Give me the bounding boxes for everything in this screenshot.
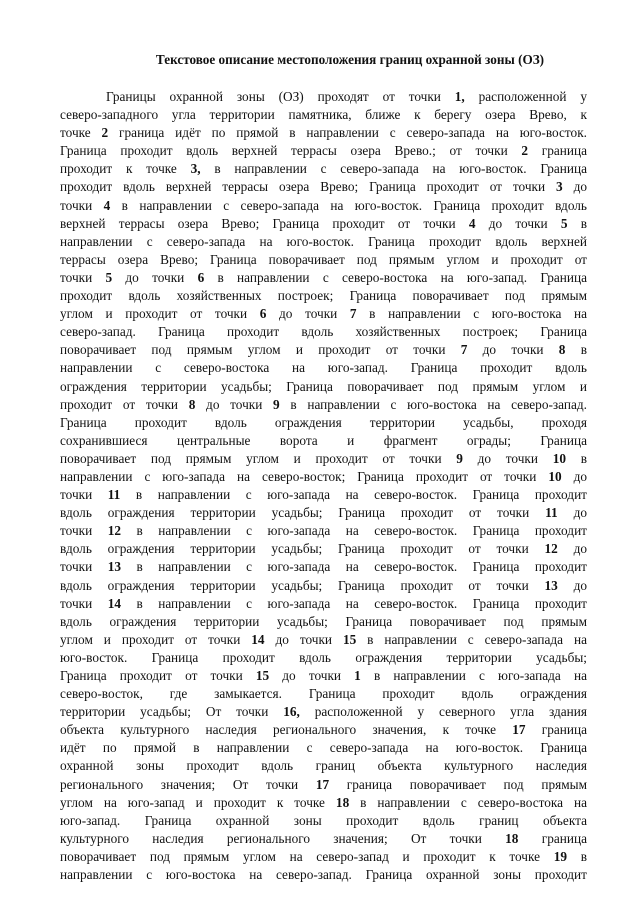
text-line: проходит к точке 3, в направлении с северо-запада на юго-восток. Граница [60,161,587,177]
point-number: 6 [259,306,267,322]
point-number: 3 [556,179,563,195]
text-line: культурного наследия регионального значения; От точки 18 граница [60,830,587,846]
point-number: 4 [103,197,111,213]
point-number: 1 [354,668,361,683]
point-number: 6 [197,269,205,285]
text-line: поворачивает под прямым углом на северо-запад и проходит к точке 19 в [60,848,587,864]
text-line: углом и проходит от точки 6 до точки 7 в направлении с юго-востока на [60,306,587,322]
text-line: точки 14 в направлении с юго-запада на северо-восток. Граница проходит [60,595,587,611]
point-number: 17 [512,722,526,738]
text-line: ограждения территории усадьбы; Граница поворачивает под прямым углом и [60,378,587,394]
point-number: 5 [105,269,113,285]
point-number: 1, [454,89,465,104]
text-line: территории усадьбы; От точки 16, расположенной у северного угла здания [60,704,587,720]
text-line: северо-запад. Граница проходит вдоль хозяйственных построек; Граница [60,324,587,340]
text-line: точке 2 граница идёт по прямой в направлении с северо-запада на юго-восток. [60,125,587,141]
text-line: Граница проходит от точки 15 до точки 1 в направлении с юго-запада на [60,668,587,683]
point-number: 9 [273,396,280,412]
point-number: 7 [349,306,357,322]
point-number: 15 [342,631,357,647]
text-line: сохранившиеся центральные ворота и фрагмент ограды; Граница [60,432,587,448]
text-line: Граница проходит вдоль верхней террасы озера Врево.; от точки 2 граница [60,143,587,159]
point-number: 5 [560,215,568,231]
text-line: точки 12 в направлении с юго-запада на северо-восток. Граница проходит [60,523,587,539]
text-line: поворачивает под прямым углом и проходит от точки 9 до точки 10 в [60,450,587,466]
text-line: северо-восток, где замыкается. Граница проходит вдоль ограждения [60,686,587,702]
point-number: 14 [251,631,265,647]
point-number: 19 [553,848,568,864]
point-number: 2 [101,125,109,141]
point-number: 17 [315,776,330,792]
text-line: юго-восток. Граница проходит вдоль ограждения территории усадьбы; [60,649,587,665]
text-line: Граница проходит вдоль ограждения территории усадьбы, проходя [60,414,587,430]
point-number: 8 [188,396,196,412]
point-number: 18 [505,830,519,846]
document-title: Текстовое описание местоположения границ охранной зоны (ОЗ) [155,52,545,67]
text-line: проходит вдоль хозяйственных построек; Граница поворачивает под прямым [60,288,587,304]
point-number: 18 [335,794,350,810]
point-number: 3, [190,161,201,177]
point-number: 9 [456,450,463,466]
text-line: вдоль ограждения территории усадьбы; Граница проходит от точки 13 до [60,577,587,593]
point-number: 7 [460,342,468,358]
text-line: Границы охранной зоны (ОЗ) проходят от точки 1, расположенной у [106,89,587,104]
point-number: 12 [107,523,121,539]
point-number: 8 [558,342,566,358]
text-line: поворачивает под прямым углом и проходит от точки 7 до точки 8 в [60,342,587,358]
point-number: 13 [107,559,121,575]
point-number: 11 [107,487,121,503]
text-line: вдоль ограждения территории усадьбы; Граница поворачивает под прямым [60,613,587,629]
point-number: 12 [544,541,558,557]
text-line: направлении с северо-запада на юго-восток. Граница проходит вдоль верхней [60,233,587,249]
text-line: террасы озера Врево; Граница поворачивает под прямым углом и проходит от [60,251,587,267]
text-line: вдоль ограждения территории усадьбы; Граница проходит от точки 12 до [60,541,587,557]
point-number: 10 [552,450,567,466]
text-line: северо-западного угла территории памятника, ближе к берегу озера Врево, к [60,107,587,123]
text-line: углом на юго-запад и проходит к точке 18 в направлении с северо-востока на [60,794,587,810]
text-line: направлении с юго-запада на северо-восток; Граница проходит от точки 10 до [60,468,587,484]
point-number: 13 [544,577,558,593]
point-number: 4 [468,215,476,231]
point-number: 10 [548,468,562,484]
text-line: регионального значения; От точки 17 граница поворачивает под прямым [60,776,587,792]
text-line: проходит от точки 8 до точки 9 в направлении с юго-востока на северо-запад. [60,396,587,412]
text-line: направлении с северо-востока на юго-запад. Граница проходит вдоль [60,360,587,376]
text-line: объекта культурного наследия регионального значения, к точке 17 граница [60,722,587,738]
text-line: направлении с юго-востока на северо-запад. Граница охранной зоны проходит [60,867,587,883]
point-number: 2 [521,143,529,159]
point-number: 11 [545,505,558,521]
text-line: идёт по прямой в направлении с северо-запада на юго-восток. Граница [60,740,587,756]
text-line: углом и проходит от точки 14 до точки 15 в направлении с северо-запада на [60,631,587,647]
text-line: охранной зоны проходит вдоль границ объекта культурного наследия [60,758,587,774]
point-number: 14 [107,595,121,611]
document-body [60,88,587,884]
point-number: 16, [283,704,300,720]
text-line: юго-запад. Граница охранной зоны проходит вдоль границ объекта [60,812,587,828]
text-line: точки 13 в направлении с юго-запада на северо-восток. Граница проходит [60,559,587,575]
text-line: проходит вдоль верхней террасы озера Врево; Граница проходит от точки 3 до [60,179,587,195]
point-number: 15 [255,668,270,683]
text-line: вдоль ограждения территории усадьбы; Граница проходит от точки 11 до [60,505,587,521]
text-line: точки 11 в направлении с юго-запада на северо-восток. Граница проходит [60,487,587,503]
text-line: точки 4 в направлении с северо-запада на юго-восток. Граница проходит вдоль [60,197,587,213]
text-line: верхней террасы озера Врево; Граница проходит от точки 4 до точки 5 в [60,215,587,231]
text-line: точки 5 до точки 6 в направлении с северо-востока на юго-запад. Граница [60,269,587,285]
